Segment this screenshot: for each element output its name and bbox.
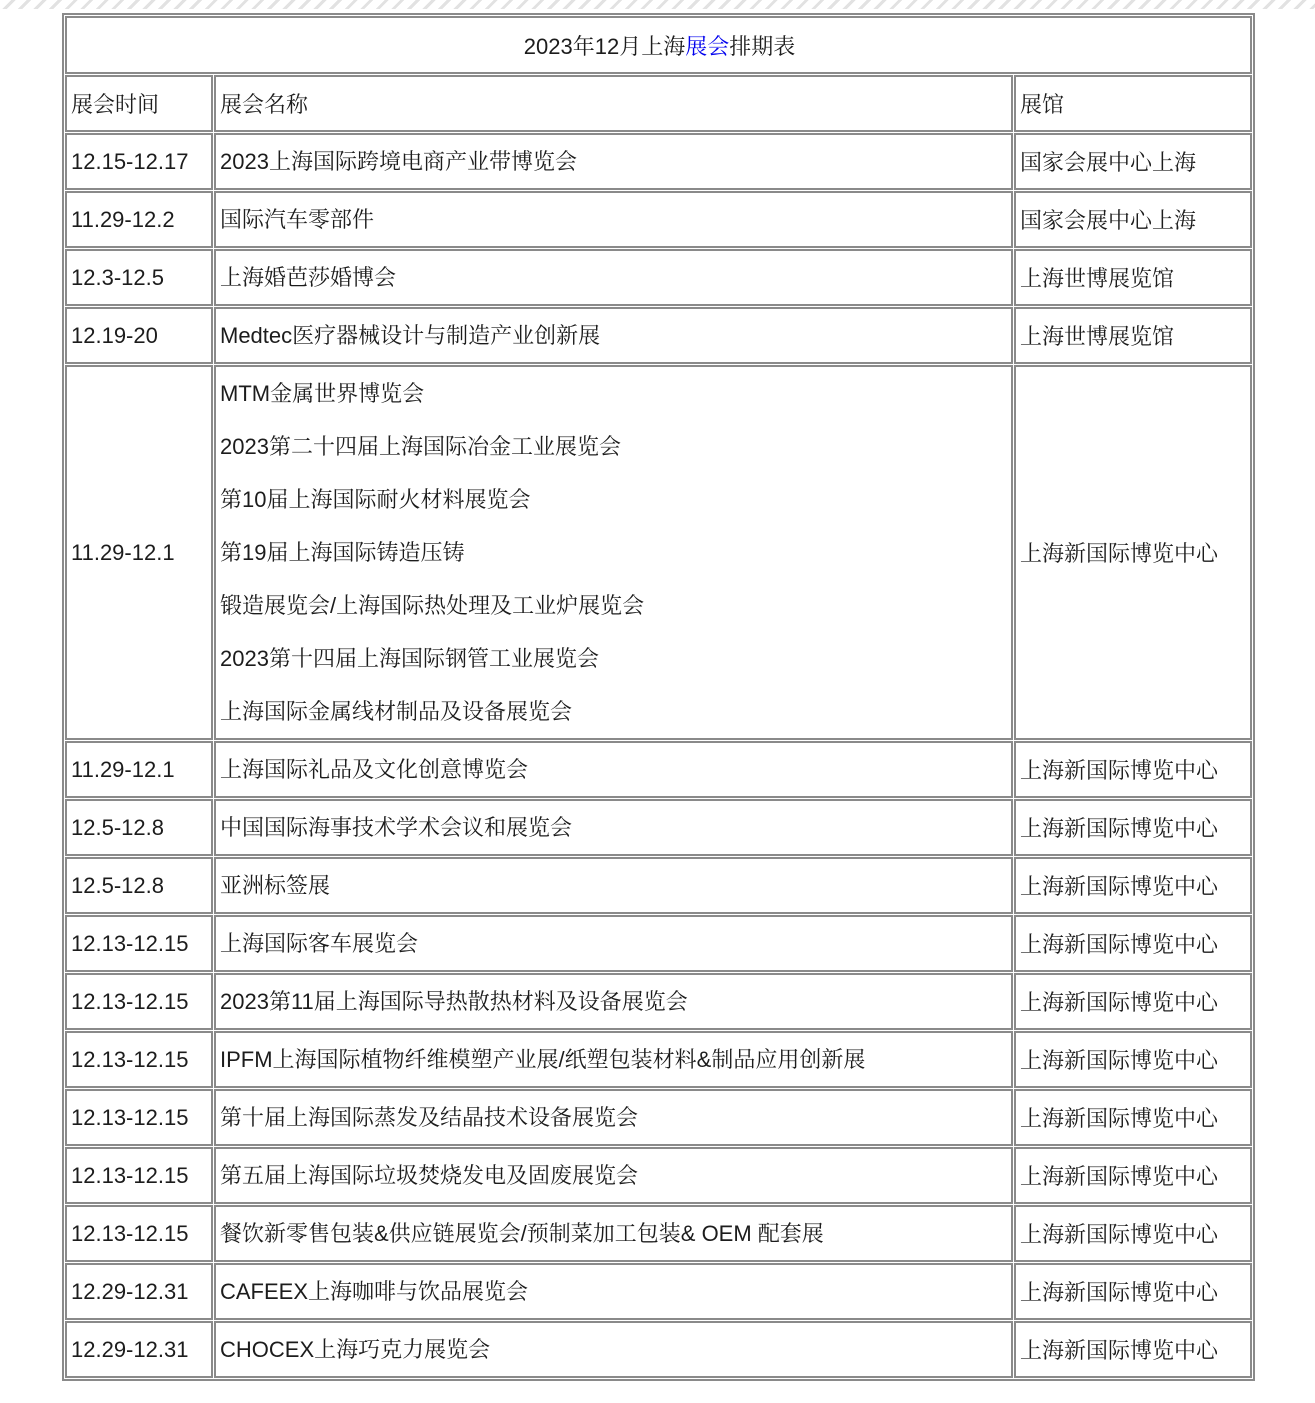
- exhibition-name-line: 餐饮新零售包装&供应链展览会/预制菜加工包装& OEM 配套展: [220, 1221, 824, 1246]
- table-row: [65, 249, 1252, 306]
- exhibition-venue-cell: 国家会展中心上海: [1014, 133, 1252, 190]
- exhibition-venue-cell: 上海新国际博览中心: [1014, 1321, 1252, 1378]
- exhibition-time-cell: 11.29-12.1: [65, 741, 213, 798]
- exhibition-time-cell: 12.5-12.8: [65, 857, 213, 914]
- exhibition-name-cell: [214, 191, 1013, 248]
- exhibition-name-line: 2023第二十四届上海国际冶金工业展览会: [220, 434, 621, 459]
- exhibition-time-cell: 12.29-12.31: [65, 1263, 213, 1320]
- exhibition-venue-cell: 上海新国际博览中心: [1014, 1089, 1252, 1146]
- exhibition-name-cell: [214, 1031, 1013, 1088]
- page-title: [65, 16, 1252, 74]
- exhibition-time-cell: 11.29-12.2: [65, 191, 213, 248]
- exhibition-name-line: 中国国际海事技术学术会议和展览会: [220, 815, 573, 840]
- exhibition-name-cell: [214, 1089, 1013, 1146]
- exhibition-name-cell: [214, 741, 1013, 798]
- exhibition-venue-cell: 上海新国际博览中心: [1014, 1147, 1252, 1204]
- table-row: [65, 973, 1252, 1030]
- table-header-row: [65, 75, 1252, 132]
- exhibition-venue-cell: 上海世博展览馆: [1014, 307, 1252, 364]
- exhibition-name-line: 第10届上海国际耐火材料展览会: [220, 487, 531, 512]
- exhibition-name-line: 上海国际客车展览会: [220, 931, 419, 956]
- exhibition-name-line: 上海国际礼品及文化创意博览会: [220, 757, 529, 782]
- exhibition-venue-cell: 上海新国际博览中心: [1014, 1205, 1252, 1262]
- exhibition-time-cell: 12.19-20: [65, 307, 213, 364]
- exhibition-name-cell: [214, 249, 1013, 306]
- table-row: [65, 915, 1252, 972]
- exhibition-time-cell: 12.15-12.17: [65, 133, 213, 190]
- exhibition-name-line: MTM金属世界博览会: [220, 381, 425, 406]
- title-text-suffix: 排期表: [729, 33, 796, 59]
- column-header-venue: 展馆: [1014, 75, 1252, 132]
- exhibition-name-cell: [214, 915, 1013, 972]
- exhibition-venue-cell: 上海新国际博览中心: [1014, 799, 1252, 856]
- exhibition-time-cell: 12.5-12.8: [65, 799, 213, 856]
- exhibition-name-cell: [214, 365, 1013, 740]
- exhibition-name-line: 第19届上海国际铸造压铸: [220, 540, 465, 565]
- exhibition-time-cell: 12.13-12.15: [65, 1031, 213, 1088]
- exhibition-venue-cell: 上海世博展览馆: [1014, 249, 1252, 306]
- exhibition-name-line: 亚洲标签展: [220, 873, 331, 898]
- exhibition-time-cell: 12.13-12.15: [65, 915, 213, 972]
- exhibition-name-cell: [214, 799, 1013, 856]
- table-row: [65, 191, 1252, 248]
- exhibition-time-cell: 12.13-12.15: [65, 1147, 213, 1204]
- exhibition-venue-cell: 国家会展中心上海: [1014, 191, 1252, 248]
- title-text-prefix: 2023年12月上海: [523, 33, 686, 59]
- exhibition-time-cell: 12.13-12.15: [65, 1089, 213, 1146]
- exhibition-name-cell: [214, 1205, 1013, 1262]
- column-header-name: 展会名称: [214, 75, 1013, 132]
- exhibition-name-line: 2023上海国际跨境电商产业带博览会: [220, 149, 577, 174]
- exhibition-venue-cell: 上海新国际博览中心: [1014, 915, 1252, 972]
- exhibition-name-line: 2023第十四届上海国际钢管工业展览会: [220, 646, 599, 671]
- table-row: [65, 741, 1252, 798]
- table-row: [65, 1321, 1252, 1378]
- table-row: [65, 799, 1252, 856]
- exhibition-name-line: 第五届上海国际垃圾焚烧发电及固废展览会: [220, 1163, 639, 1188]
- exhibition-name-line: Medtec医疗器械设计与制造产业创新展: [220, 323, 601, 348]
- exhibition-name-line: 国际汽车零部件: [220, 207, 375, 232]
- title-link[interactable]: 展会: [685, 33, 730, 59]
- table-row: [65, 307, 1252, 364]
- exhibition-name-line: 上海婚芭莎婚博会: [220, 265, 397, 290]
- table-row: [65, 1147, 1252, 1204]
- table-row: [65, 133, 1252, 190]
- top-stripe-band: [0, 0, 1315, 9]
- exhibition-name-cell: [214, 857, 1013, 914]
- exhibition-time-cell: 11.29-12.1: [65, 365, 213, 740]
- table-row: [65, 1089, 1252, 1146]
- table-row: [65, 1263, 1252, 1320]
- table-row: [65, 1205, 1252, 1262]
- exhibition-venue-cell: 上海新国际博览中心: [1014, 365, 1252, 740]
- exhibition-venue-cell: 上海新国际博览中心: [1014, 741, 1252, 798]
- table-title-row: [65, 16, 1252, 74]
- exhibition-venue-cell: 上海新国际博览中心: [1014, 1031, 1252, 1088]
- exhibition-name-line: 第十届上海国际蒸发及结晶技术设备展览会: [220, 1105, 639, 1130]
- exhibition-name-line: CAFEEX上海咖啡与饮品展览会: [220, 1279, 529, 1304]
- exhibition-time-cell: 12.13-12.15: [65, 973, 213, 1030]
- column-header-time: 展会时间: [65, 75, 213, 132]
- exhibition-name-line: 2023第11届上海国际导热散热材料及设备展览会: [220, 989, 688, 1014]
- exhibition-name-cell: [214, 1321, 1013, 1378]
- exhibition-time-cell: 12.3-12.5: [65, 249, 213, 306]
- exhibition-name-cell: [214, 133, 1013, 190]
- table-row: [65, 1031, 1252, 1088]
- exhibition-name-line: 锻造展览会/上海国际热处理及工业炉展览会: [220, 593, 645, 618]
- table-row: [65, 365, 1252, 740]
- exhibition-time-cell: 12.29-12.31: [65, 1321, 213, 1378]
- exhibition-name-cell: [214, 1263, 1013, 1320]
- table-row: [65, 857, 1252, 914]
- exhibition-venue-cell: 上海新国际博览中心: [1014, 1263, 1252, 1320]
- exhibition-schedule-table: [62, 13, 1255, 1381]
- exhibition-name-cell: [214, 307, 1013, 364]
- exhibition-venue-cell: 上海新国际博览中心: [1014, 973, 1252, 1030]
- exhibition-name-cell: [214, 973, 1013, 1030]
- exhibition-name-line: CHOCEX上海巧克力展览会: [220, 1337, 491, 1362]
- exhibition-name-cell: [214, 1147, 1013, 1204]
- exhibition-venue-cell: 上海新国际博览中心: [1014, 857, 1252, 914]
- exhibition-time-cell: 12.13-12.15: [65, 1205, 213, 1262]
- exhibition-name-line: IPFM上海国际植物纤维模塑产业展/纸塑包装材料&制品应用创新展: [220, 1047, 866, 1072]
- exhibition-name-line: 上海国际金属线材制品及设备展览会: [220, 699, 573, 724]
